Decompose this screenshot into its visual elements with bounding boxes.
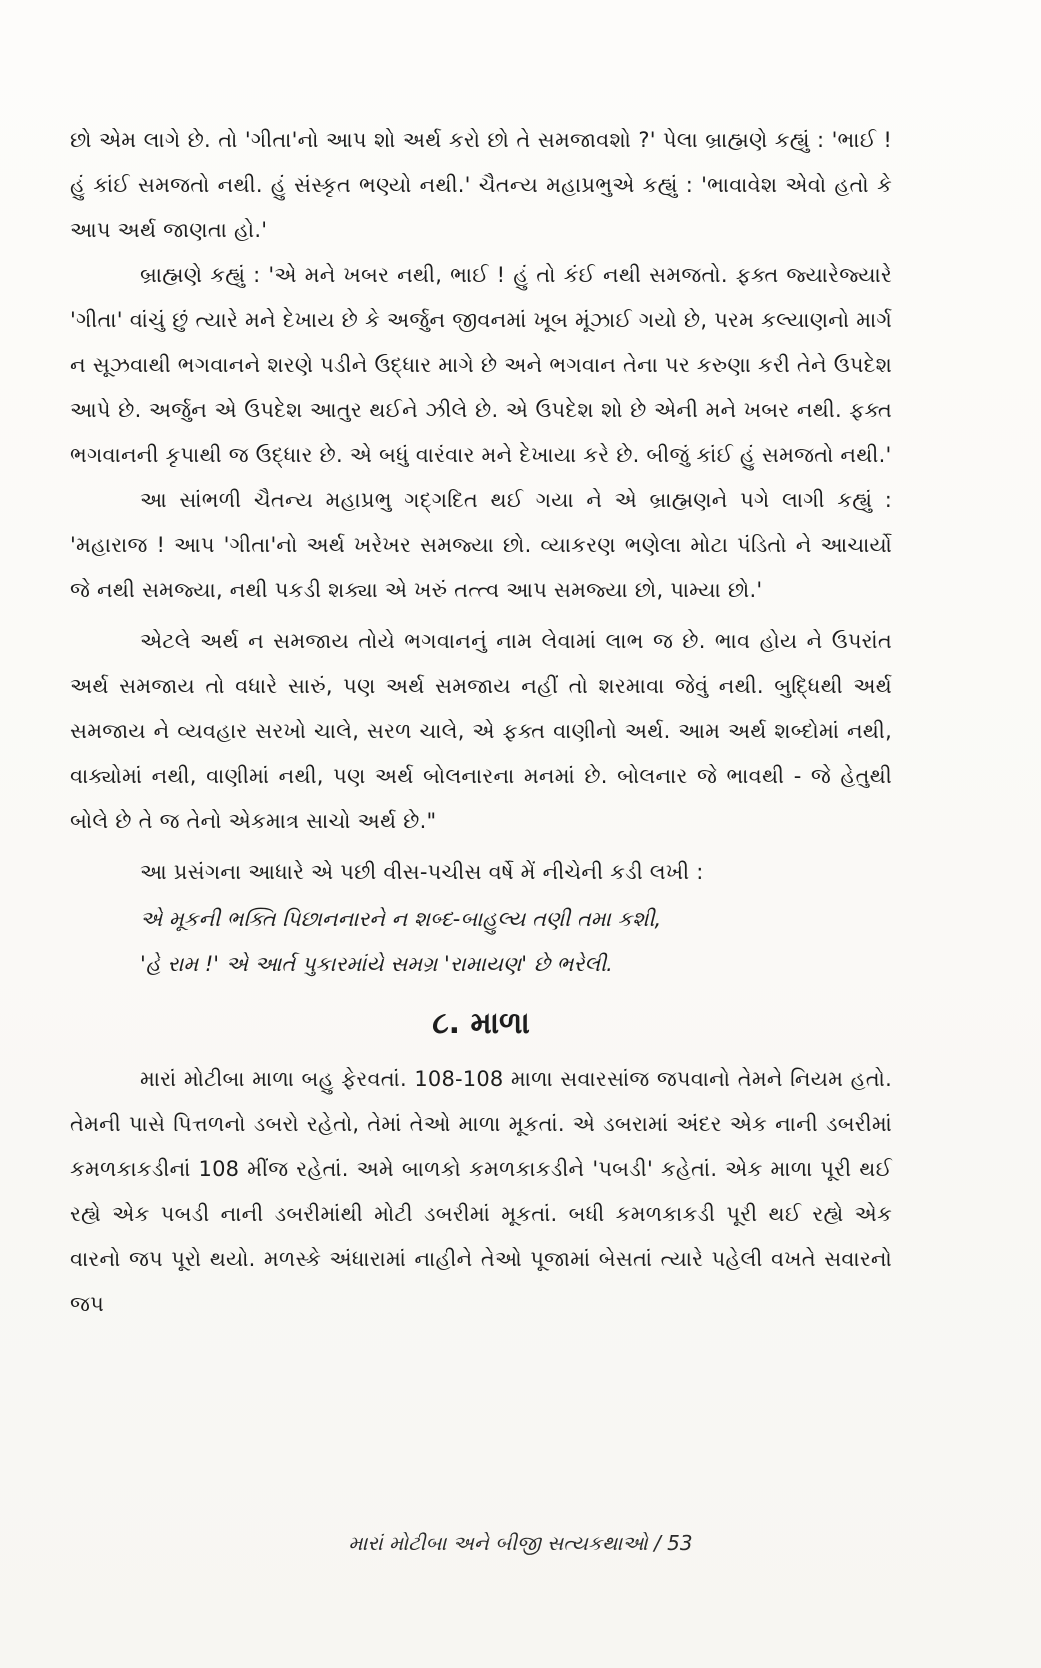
body-text <box>70 118 892 1327</box>
paragraph-verse-intro: આ પ્રસંગના આધારે એ પછી વીસ-પચીસ વર્ષે મેં નીચેની કડી લખી : <box>140 860 704 884</box>
page-footer: મારાં મોટીબા અને બીજી સત્યકથાઓ / 53 <box>348 1531 693 1555</box>
verse-line-2: 'હે રામ !' એ આર્ત પુકારમાંયે સમગ્ર 'રામાયણ' છે ભરેલી. <box>140 952 613 976</box>
verse-line-1: એ મૂકની ભક્તિ પિછાનનારને ન શબ્દ-બાહુલ્ય તણી તમા કશી, <box>140 907 662 931</box>
paragraph-brahmin-reply: બ્રાહ્મણે કહ્યું : 'એ મને ખબર નથી, ભાઈ ! હું તો કંઈ નથી સમજતો. ફક્ત જ્યારેજ્યારે 'ગીતા' વાંચું છું ત્યારે મને દેખાય છે કે અર્જુન જીવનમાં ખૂબ મૂંઝાઈ ગયો છે, પરમ કલ્યાણનો માર્ગ ન સૂઝવાથી ભગવાનને શરણે પડીને ઉદ્ધાર માગે છે અને ભગવાન તેના પર કરુણા કરી તેને ઉપદેશ આપે છે. અર્જુન એ ઉપદેશ આતુર થઈને ઝીલે છે. એ ઉપદેશ શો છે એની મને ખબર નથી. ફક્ત ભગવાનની કૃપાથી જ ઉદ્ધાર છે. એ બધું વારંવાર મને દેખાયા કરે છે. બીજું કાંઈ હું સમજતો નથી.' <box>70 263 892 467</box>
chapter-title: ૮. માળા <box>432 1006 530 1041</box>
verse-block <box>70 897 892 987</box>
paragraph-chaitanya-response: આ સાંભળી ચૈતન્ય મહાપ્રભુ ગદ્ગદિત થઈ ગયા ને એ બ્રાહ્મણને પગે લાગી કહ્યું : 'મહારાજ ! આપ 'ગીતા'નો અર્થ ખરેખર સમજ્યા છો. વ્યાકરણ ભણેલા મોટા પંડિતો ને આચાર્યો જે નથી સમજ્યા, નથી પકડી શક્યા એ ખરું તત્ત્વ આપ સમજ્યા છો, પામ્યા છો.' <box>70 488 892 602</box>
paragraph-continued: છો એમ લાગે છે. તો 'ગીતા'નો આપ શો અર્થ કરો છો તે સમજાવશો ?' પેલા બ્રાહ્મણે કહ્યું : 'ભાઈ ! હું કાંઈ સમજતો નથી. હું સંસ્કૃત ભણ્યો નથી.' ચૈતન્ય મહાપ્રભુએ કહ્યું : 'ભાવાવેશ એવો હતો કે આપ અર્થ જાણતા હો.' <box>70 128 892 242</box>
paragraph-chapter-start: મારાં મોટીબા માળા બહુ ફેરવતાં. 108-108 માળા સવારસાંજ જપવાનો તેમને નિયમ હતો. તેમની પાસે પિત્તળનો ડબરો રહેતો, તેમાં તેઓ માળા મૂકતાં. એ ડબરામાં અંદર એક નાની ડબરીમાં કમળકાકડીનાં 108 મીંજ રહેતાં. અમે બાળકો કમળકાકડીને 'પબડી' કહેતાં. એક માળા પૂરી થઈ રહ્યે એક પબડી નાની ડબરીમાંથી મોટી ડબરીમાં મૂકતાં. બધી કમળકાકડી પૂરી થઈ રહ્યે એક વારનો જપ પૂરો થયો. મળસ્કે અંધારામાં નાહીને તેઓ પૂજામાં બેસતાં ત્યારે પહેલી વખતે સવારનો જપ <box>70 1067 892 1316</box>
paragraph-meaning: એટલે અર્થ ન સમજાય તોયે ભગવાનનું નામ લેવામાં લાભ જ છે. ભાવ હોય ને ઉપરાંત અર્થ સમજાય તો વધારે સારું, પણ અર્થ સમજાય નહીં તો શરમાવા જેવું નથી. બુદ્ધિથી અર્થ સમજાય ને વ્યવહાર સરખો ચાલે, સરળ ચાલે, એ ફક્ત વાણીનો અર્થ. આમ અર્થ શબ્દોમાં નથી, વાક્યોમાં નથી, વાણીમાં નથી, પણ અર્થ બોલનારના મનમાં છે. બોલનાર જે ભાવથી - જે હેતુથી બોલે છે તે જ તેનો એકમાત્ર સાચો અર્થ છે." <box>70 629 892 833</box>
